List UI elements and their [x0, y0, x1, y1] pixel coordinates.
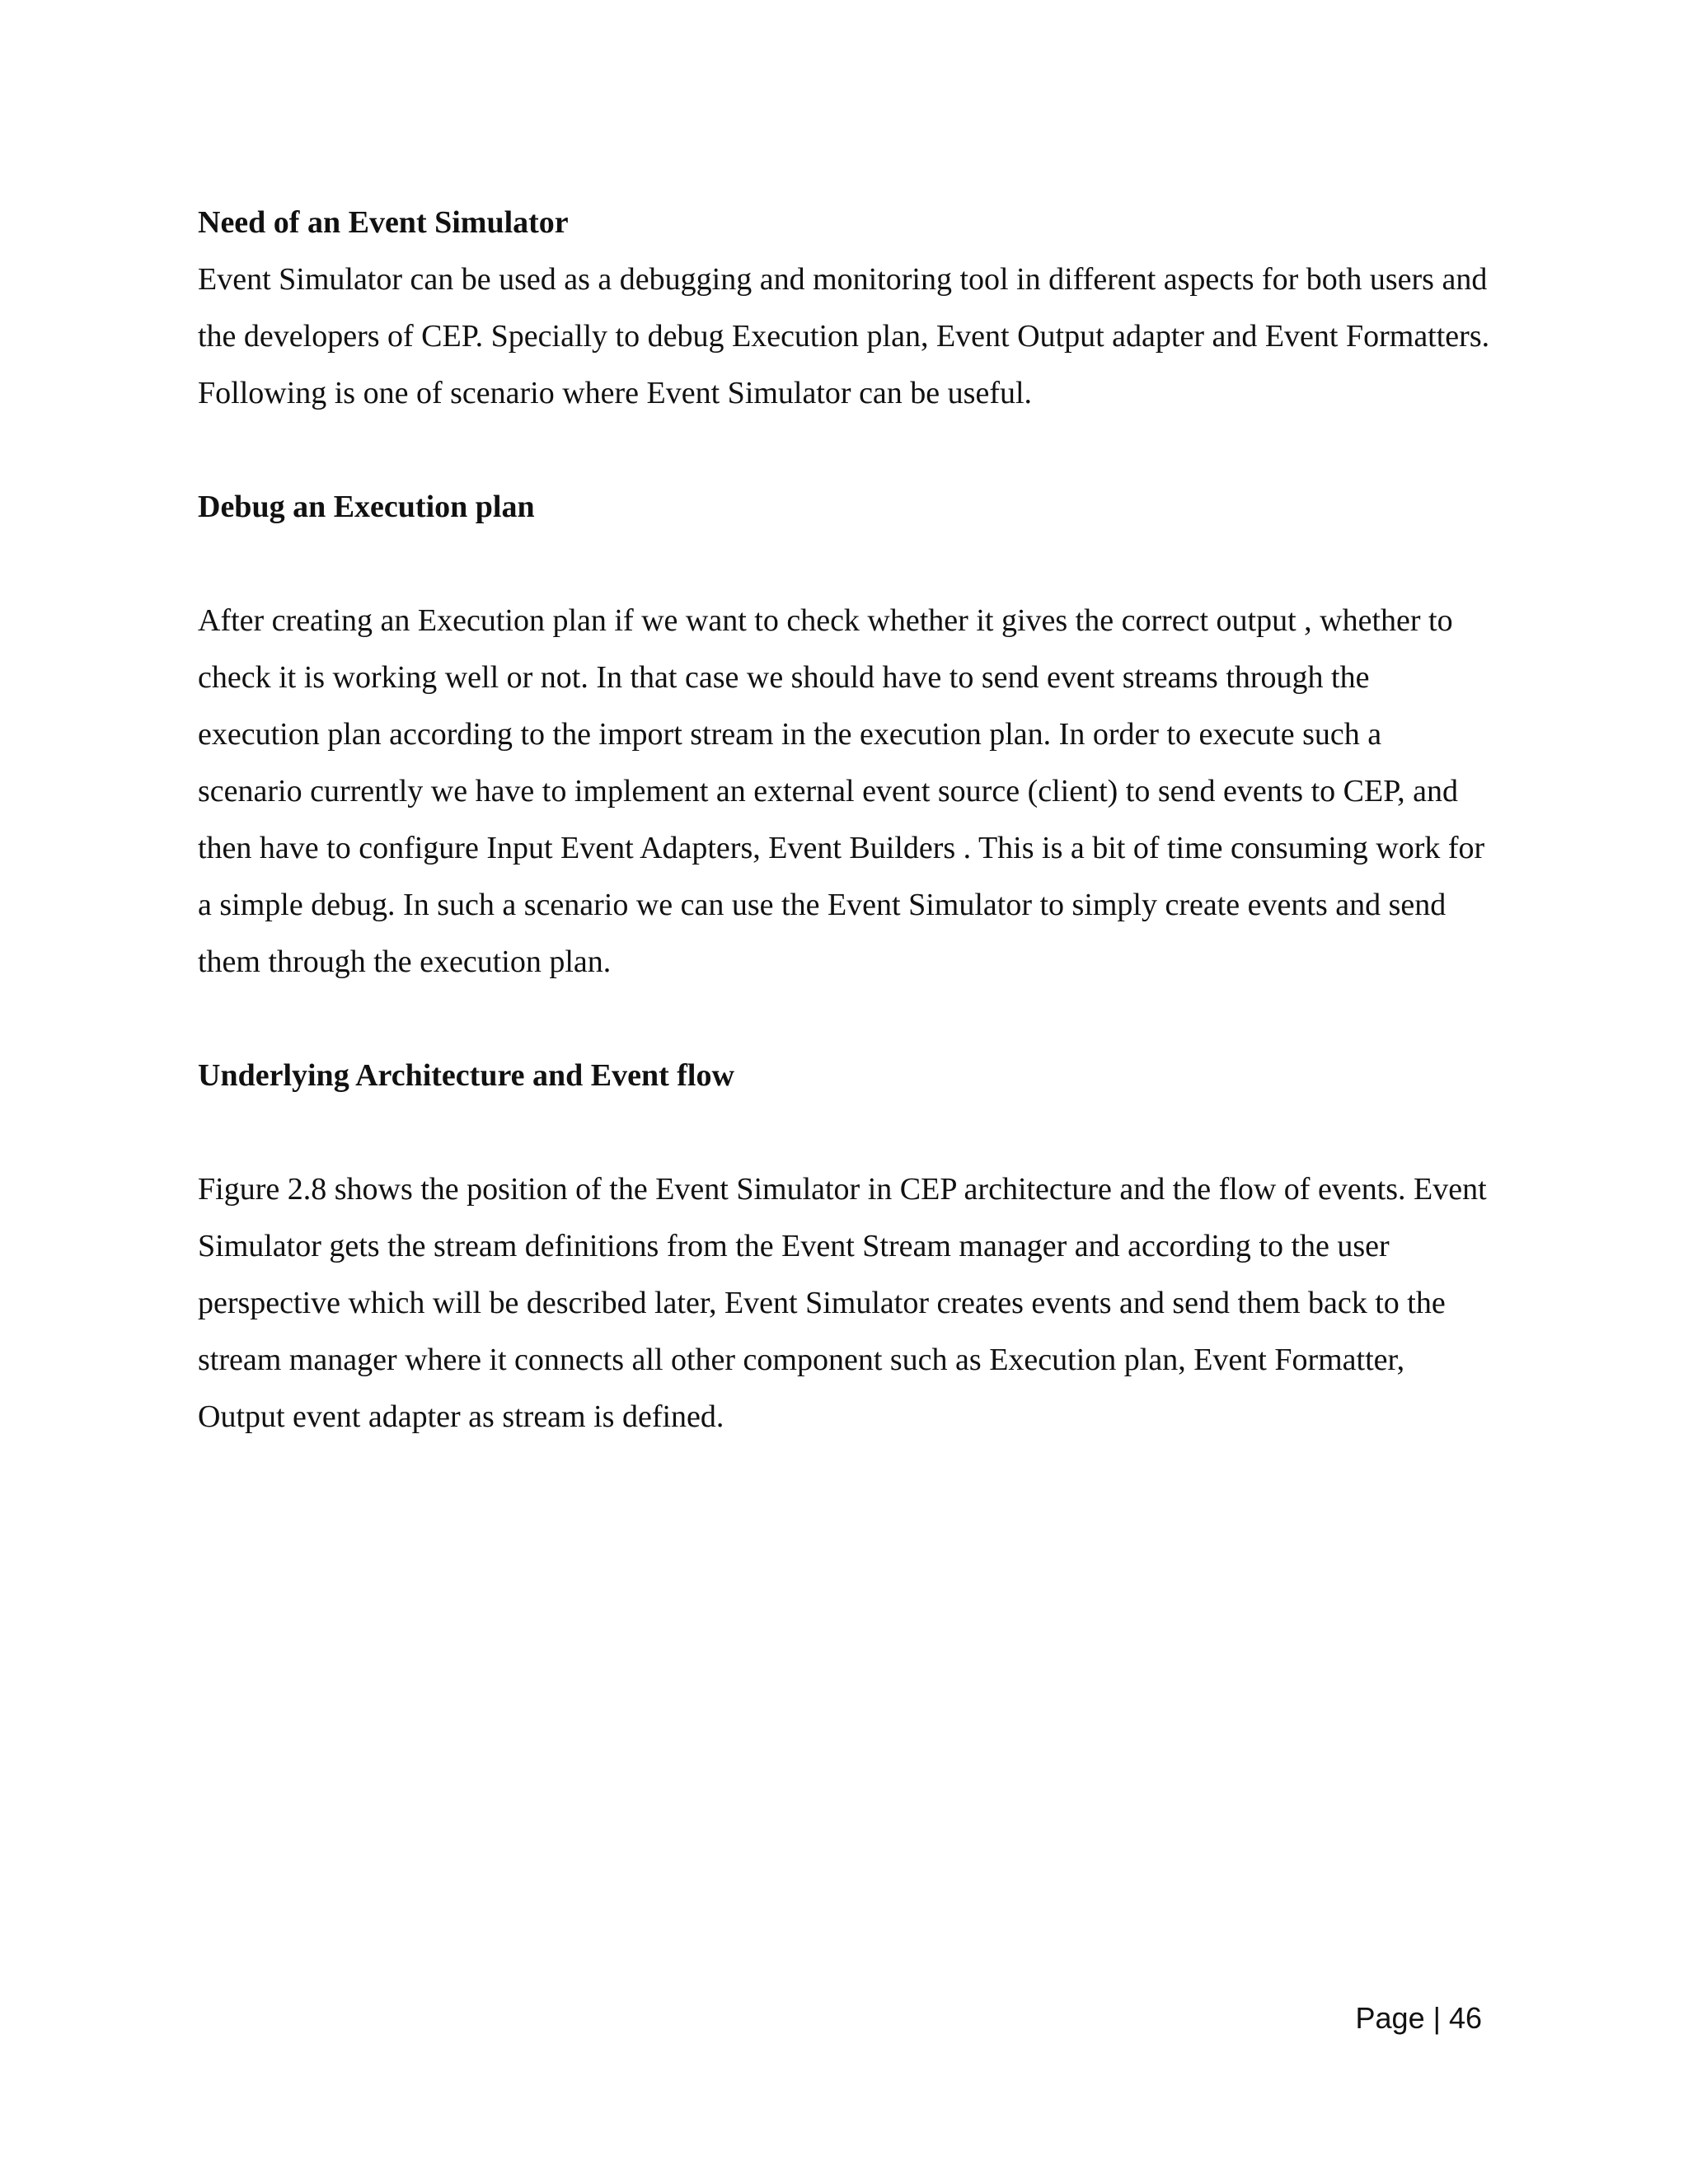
page-number: Page | 46 — [1355, 2001, 1482, 2035]
spacer — [198, 1104, 1492, 1161]
spacer — [198, 536, 1492, 593]
section-body-debug: After creating an Execution plan if we want to check whether it gives the correct output , whether to check it is working well or not. In that case we should have to send event streams through the execution plan according to the import stream in the execution plan. In order to execute such a scenario currently we have to implement an external event source (client) to send events to CEP, and then have to configure Input Event Adapters, Event Builders . This is a bit of time consuming work for a simple debug. In such a scenario we can use the Event Simulator to simply create events and send them through the execution plan. — [198, 603, 1485, 979]
spacer — [198, 991, 1492, 1047]
spacer — [198, 422, 1492, 479]
section-heading-need: Need of an Event Simulator — [198, 205, 569, 240]
page-content — [198, 194, 1492, 1446]
section-heading-architecture: Underlying Architecture and Event flow — [198, 1058, 734, 1093]
section-heading-debug: Debug an Execution plan — [198, 490, 535, 524]
section-body-architecture: Figure 2.8 shows the position of the Event Simulator in CEP architecture and the flow of events. Event Simulator gets the stream definitions from the Event Stream manager and according to the user perspective which will be described later, Event Simulator creates events and send them back to the stream manager where it connects all other component such as Execution plan, Event Formatter, Output event adapter as stream is defined. — [198, 1172, 1487, 1434]
section-body-need: Event Simulator can be used as a debugging and monitoring tool in different aspects for both users and the developers of CEP. Specially to debug Execution plan, Event Output adapter and Event Formatters. Following is one of scenario where Event Simulator can be useful. — [198, 262, 1490, 410]
